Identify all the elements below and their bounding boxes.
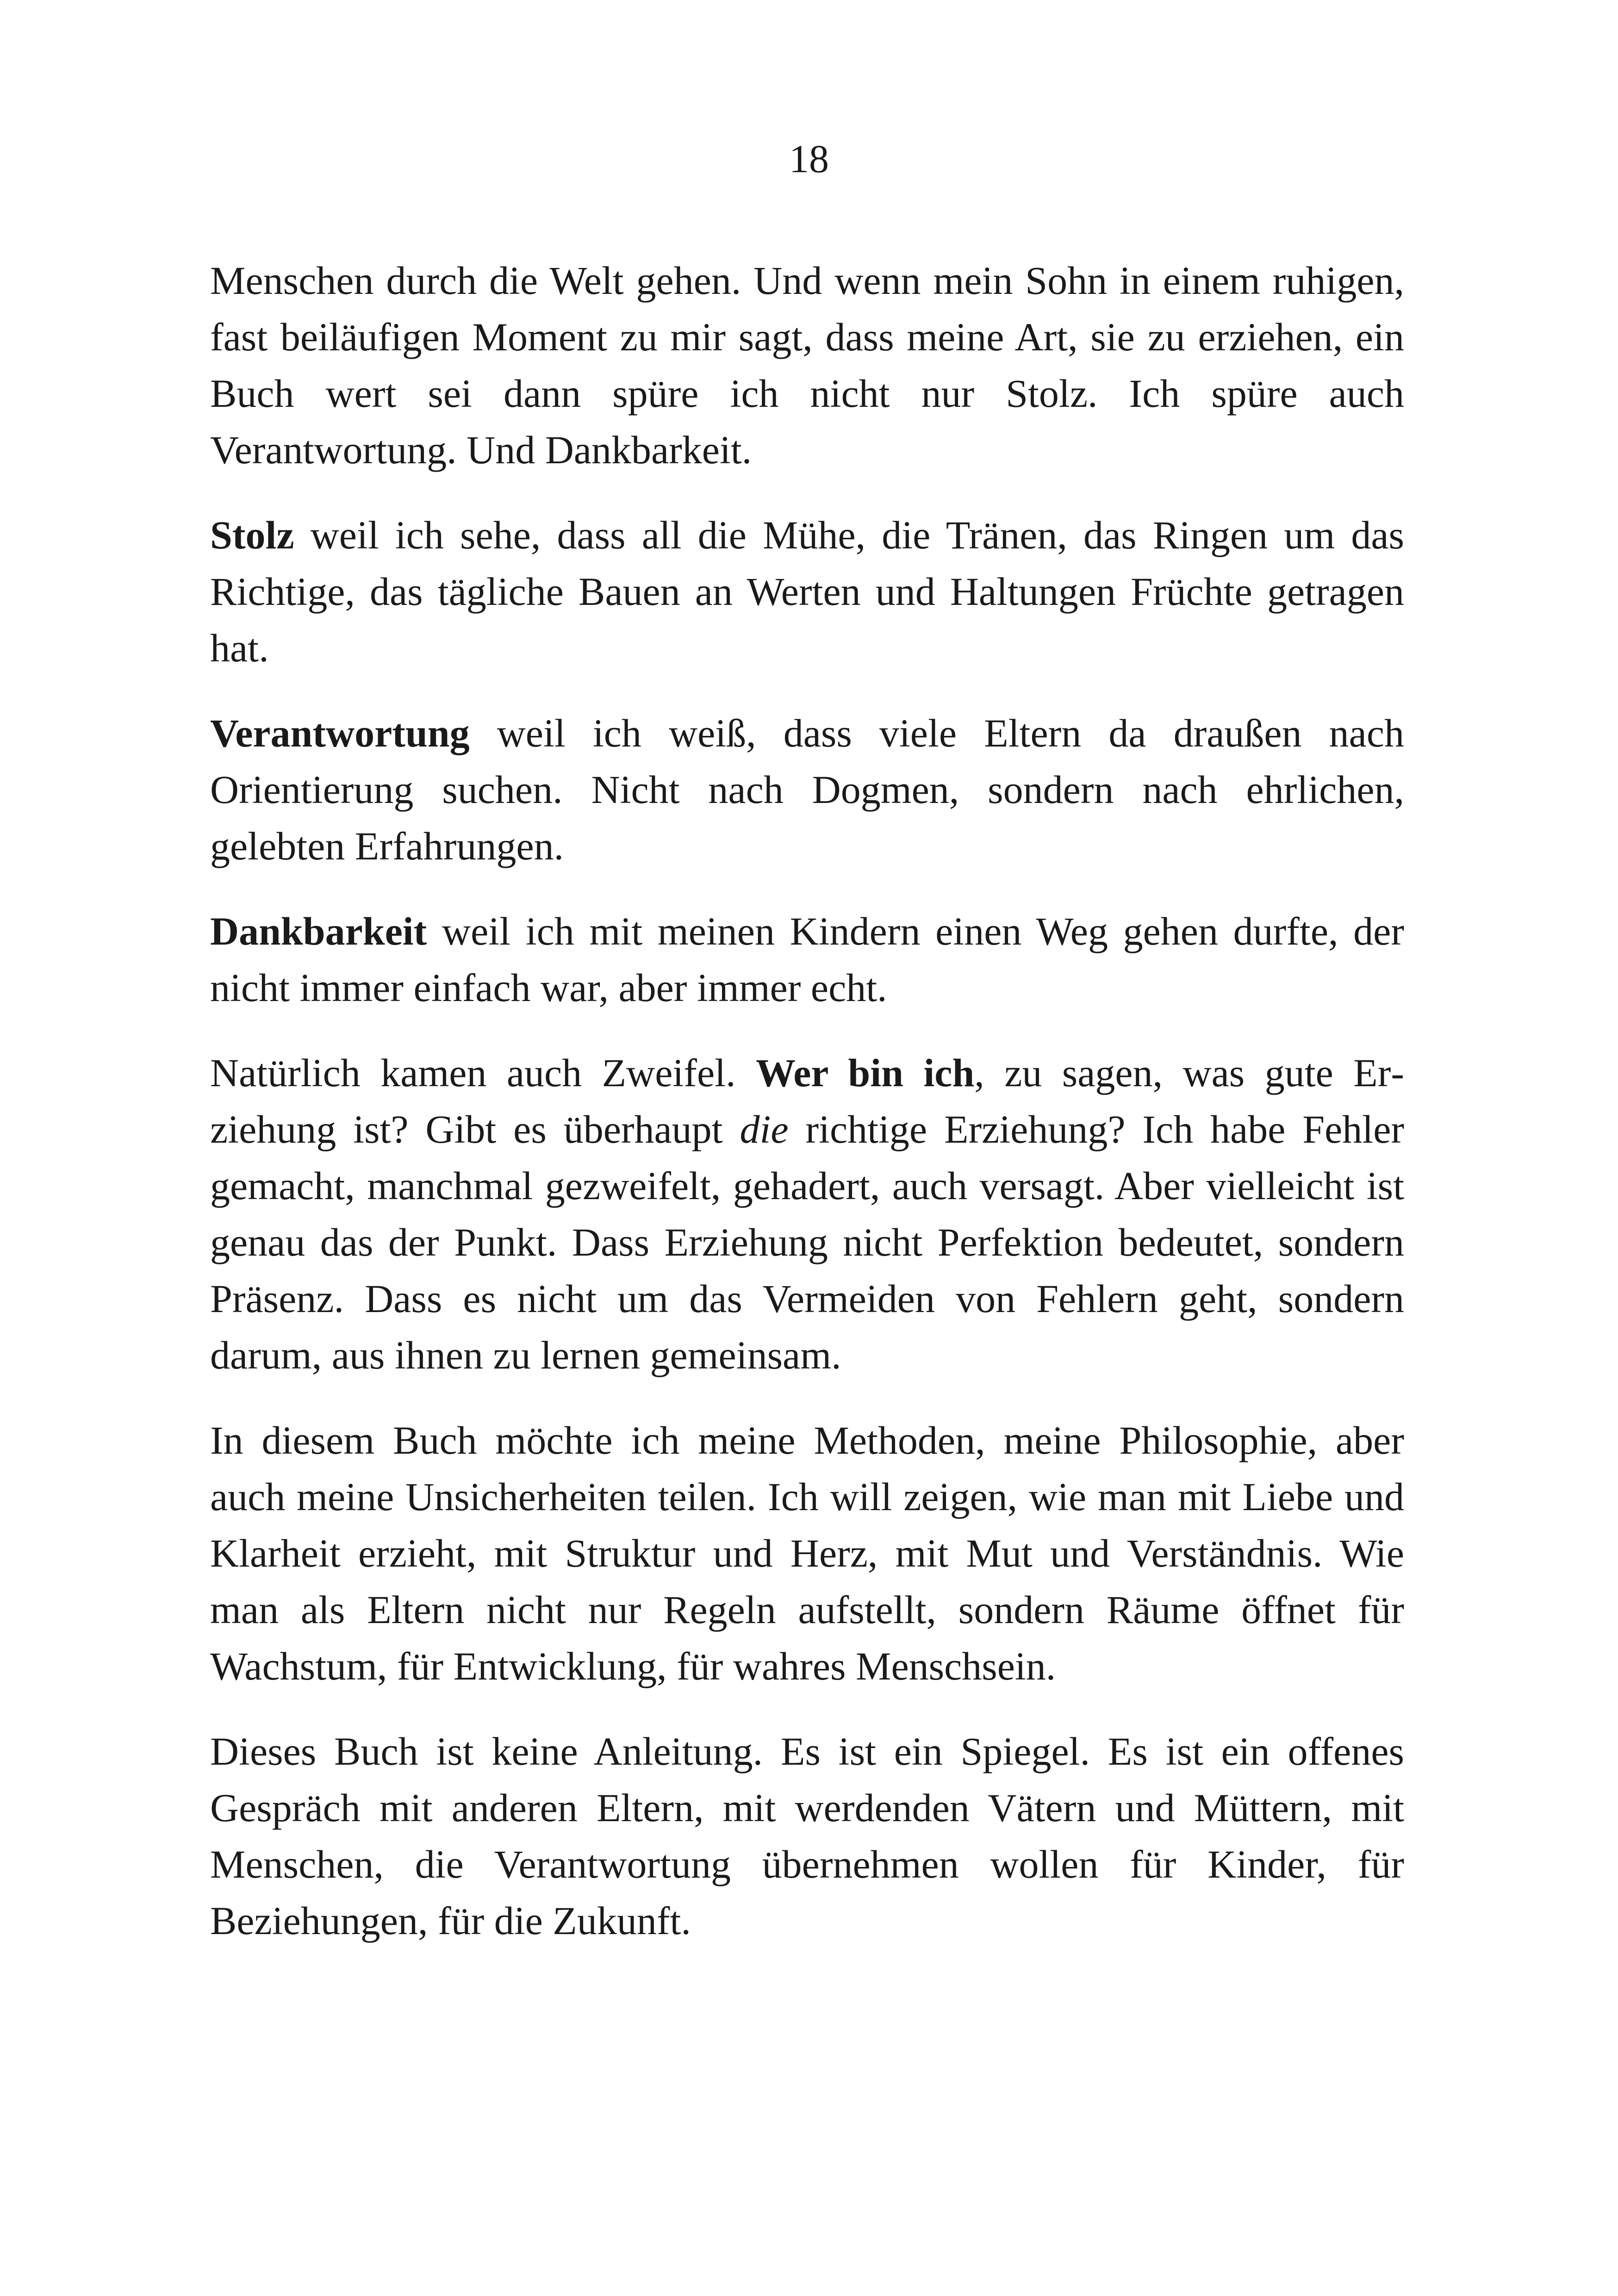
paragraph-text: , zu sagen, was gute Erziehung ist? Gibt es überhaupt	[210, 1051, 1404, 1151]
emphasis-term: Dankbarkeit	[210, 909, 427, 953]
paragraph-text: Menschen durch die Welt gehen. Und wenn mein Sohn in einem ruhigen, fast beiläufigen Moment zu mir sagt, dass meine Art, sie zu erziehen, ein Buch wert sei dann spüre ich nicht nur Stolz. Ich spüre auch Verantwortung. Und Dankbarkeit.	[210, 258, 1404, 472]
paragraph-2	[210, 507, 1404, 676]
paragraph-text: In diesem Buch möchte ich meine Methoden, meine Philosophie, aber auch meine Unsicherheiten teilen. Ich will zeigen, wie man mit Liebe und Klarheit erzieht, mit Struktur und Herz, mit Mut und Verständnis. Wie man als Eltern nicht nur Regeln aufstellt, sondern Räume öffnet für Wachstum, für Entwicklung, für wahres Menschsein.	[210, 1418, 1404, 1688]
paragraph-4	[210, 903, 1404, 1016]
paragraph-text: weil ich weiß, dass viele Eltern da draußen nach Orientierung suchen. Nicht nach Dogmen, sondern nach ehrlichen, gelebten Erfahrungen.	[210, 711, 1404, 868]
paragraph-7	[210, 1723, 1404, 1949]
paragraph-1	[210, 252, 1404, 478]
emphasis-term: Wer bin ich	[755, 1051, 975, 1095]
paragraph-6	[210, 1412, 1404, 1694]
paragraph-text: weil ich sehe, dass all die Mühe, die Tränen, das Ringen um das Richtige, das tägliche Bauen an Werten und Haltungen Früchte getragen hat.	[210, 513, 1404, 670]
paragraph-text: weil ich mit meinen Kindern einen Weg gehen durfte, der nicht immer einfach war, aber immer echt.	[210, 909, 1404, 1010]
paragraph-text: Dieses Buch ist keine Anleitung. Es ist ein Spiegel. Es ist ein offenes Gespräch mit anderen Eltern, mit werdenden Vätern und Müttern, mit Menschen, die Verantwortung übernehmen wollen für Kinder, für Beziehungen, für die Zukunft.	[210, 1729, 1404, 1943]
body-text	[210, 252, 1404, 1978]
paragraph-3	[210, 705, 1404, 874]
emphasis-term: Verantwortung	[210, 711, 470, 755]
emphasis-term: Stolz	[210, 513, 294, 557]
italic-term: die	[740, 1107, 789, 1151]
paragraph-text: Natürlich kamen auch Zweifel.	[210, 1051, 756, 1095]
paragraph-text: richtige Erziehung? Ich habe Fehler gemacht, manchmal gezweifelt, gehadert, auch versagt. Aber vielleicht ist genau das der Punkt. Dass Erziehung nicht Perfektion bedeutet, sondern Präsenz. Dass es nicht um das Vermeiden von Fehlern geht, sondern darum, aus ihnen zu lernen gemeinsam.	[210, 1107, 1404, 1377]
paragraph-5	[210, 1045, 1404, 1383]
page-number: 18	[789, 137, 829, 181]
